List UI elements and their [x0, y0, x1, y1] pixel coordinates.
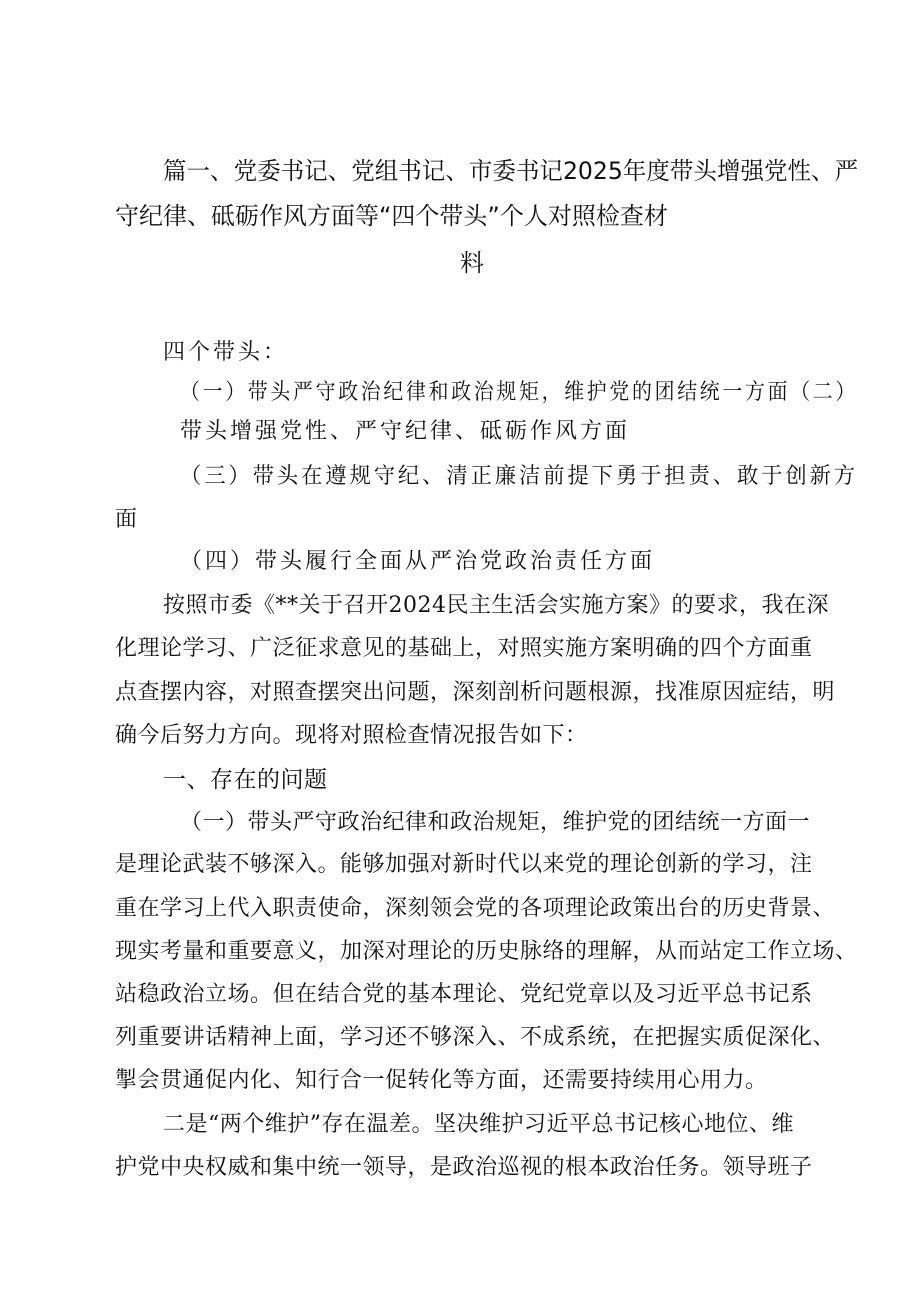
item-line-3: （三）带头在遵规守纪、清正廉洁前提下勇于担责、敢于创新方	[180, 464, 859, 489]
body-line-4: 现实考量和重要意义，加深对理论的历史脉络的理解，从而站定工作立场、	[115, 939, 858, 964]
preface-line-1: 按照市委《**关于召开2024民主生活会实施方案》的要求，我在深	[163, 593, 829, 618]
item-line-1: （一）带头严守政治纪律和政治规矩，维护党的团结统一方面（二）	[180, 380, 859, 405]
item-line-5: （四）带头履行全面从严治党政治责任方面	[180, 549, 656, 574]
title-line-3: 料	[460, 249, 484, 277]
body-line-8: 二是“两个维护”存在温差。坚决维护习近平总书记核心地位、维	[163, 1112, 794, 1137]
preface-line-3: 点查摆内容，对照查摆突出问题，深刻剖析问题根源，找准原因症结，明	[115, 680, 836, 705]
body-line-3: 重在学习上代入职责使命，深刻领会党的各项理论政策出台的历史背景、	[115, 896, 836, 921]
body-line-9: 护党中央权威和集中统一领导，是政治巡视的根本政治任务。领导班子	[115, 1155, 813, 1180]
item-line-4: 面	[115, 507, 141, 532]
body-line-1: （一）带头严守政治纪律和政治规矩，维护党的团结统一方面一	[180, 810, 811, 835]
title-line-1: 篇一、党委书记、党组书记、市委书记2025年度带头增强党性、严	[163, 157, 859, 185]
preface-line-4: 确今后努力方向。现将对照检查情况报告如下：	[115, 723, 588, 748]
body-line-5: 站稳政治立场。但在结合党的基本理论、党纪党章以及习近平总书记系	[115, 982, 813, 1007]
body-line-7: 掣会贯通促内化、知行合一促转化等方面，还需要持续用心用力。	[115, 1068, 768, 1093]
item-line-2: 带头增强党性、严守纪律、砥砺作风方面	[180, 419, 631, 444]
body-line-2: 是理论武装不够深入。能够加强对新时代以来党的理论创新的学习，注	[115, 852, 813, 877]
intro-label: 四个带头：	[163, 340, 289, 365]
body-line-6: 列重要讲话精神上面，学习还不够深入、不成系统，在把握实质促深化、	[115, 1025, 836, 1050]
preface-line-2: 化理论学习、广泛征求意见的基础上，对照实施方案明确的四个方面重	[115, 636, 813, 661]
section-heading: 一、存在的问题	[163, 767, 328, 793]
title-line-2: 守纪律、砥砺作风方面等“四个带头”个人对照检查材	[115, 202, 668, 230]
